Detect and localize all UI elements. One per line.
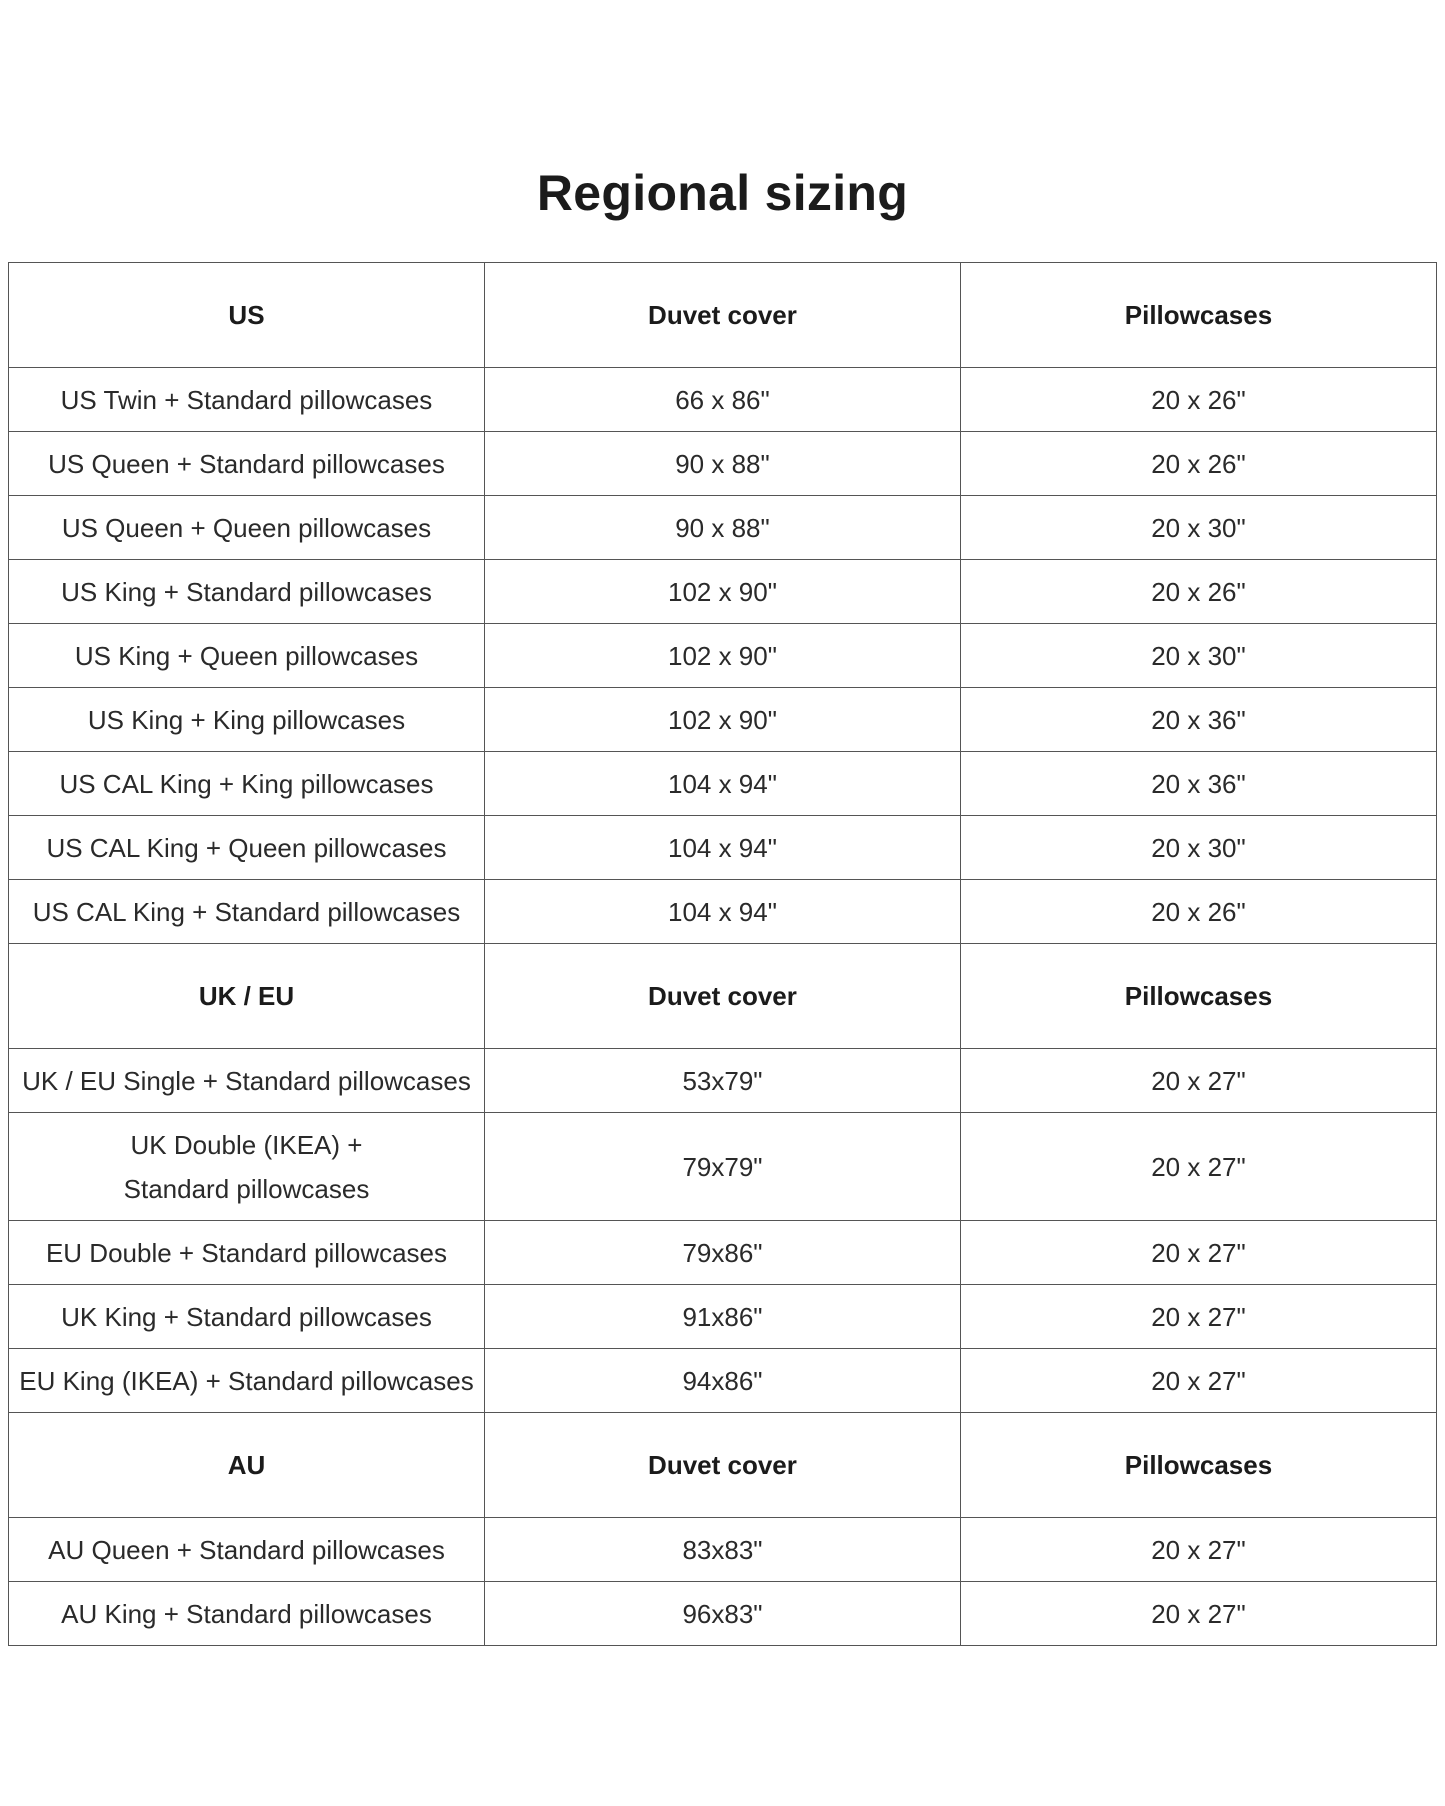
duvet-size: 96x83" — [484, 1582, 960, 1646]
header-region: AU — [9, 1413, 485, 1518]
table-row — [9, 560, 1437, 624]
header-pillowcases: Pillowcases — [960, 1413, 1436, 1518]
pillowcase-size: 20 x 27" — [960, 1113, 1436, 1221]
pillowcase-size: 20 x 27" — [960, 1518, 1436, 1582]
header-pillowcases: Pillowcases — [960, 263, 1436, 368]
pillowcase-size: 20 x 27" — [960, 1221, 1436, 1285]
duvet-size: 94x86" — [484, 1349, 960, 1413]
pillowcase-size: 20 x 27" — [960, 1285, 1436, 1349]
table-row — [9, 1221, 1437, 1285]
table-row — [9, 1349, 1437, 1413]
size-name: EU King (IKEA) + Standard pillowcases — [9, 1349, 485, 1413]
header-region: US — [9, 263, 485, 368]
size-name: US King + Standard pillowcases — [9, 560, 485, 624]
pillowcase-size: 20 x 30" — [960, 624, 1436, 688]
header-duvet-cover: Duvet cover — [484, 1413, 960, 1518]
pillowcase-size: 20 x 30" — [960, 496, 1436, 560]
header-duvet-cover: Duvet cover — [484, 263, 960, 368]
table-row — [9, 1285, 1437, 1349]
duvet-size: 104 x 94" — [484, 880, 960, 944]
size-name: US CAL King + King pillowcases — [9, 752, 485, 816]
pillowcase-size: 20 x 36" — [960, 688, 1436, 752]
page-title: Regional sizing — [536, 165, 909, 221]
duvet-size: 104 x 94" — [484, 816, 960, 880]
table-row — [9, 432, 1437, 496]
size-name: UK / EU Single + Standard pillowcases — [9, 1049, 485, 1113]
duvet-size: 102 x 90" — [484, 624, 960, 688]
size-name: US CAL King + Queen pillowcases — [9, 816, 485, 880]
table-row — [9, 752, 1437, 816]
duvet-size: 83x83" — [484, 1518, 960, 1582]
size-name: AU King + Standard pillowcases — [9, 1582, 485, 1646]
table-row — [9, 368, 1437, 432]
size-name: US Queen + Queen pillowcases — [9, 496, 485, 560]
pillowcase-size: 20 x 27" — [960, 1049, 1436, 1113]
table-row — [9, 496, 1437, 560]
pillowcase-size: 20 x 30" — [960, 816, 1436, 880]
pillowcase-size: 20 x 26" — [960, 880, 1436, 944]
pillowcase-size: 20 x 26" — [960, 368, 1436, 432]
pillowcase-size: 20 x 27" — [960, 1582, 1436, 1646]
duvet-size: 90 x 88" — [484, 432, 960, 496]
size-name: UK King + Standard pillowcases — [9, 1285, 485, 1349]
duvet-size: 66 x 86" — [484, 368, 960, 432]
size-name: EU Double + Standard pillowcases — [9, 1221, 485, 1285]
duvet-size: 104 x 94" — [484, 752, 960, 816]
pillowcase-size: 20 x 26" — [960, 432, 1436, 496]
size-name: US Queen + Standard pillowcases — [9, 432, 485, 496]
duvet-size: 53x79" — [484, 1049, 960, 1113]
table-row — [9, 624, 1437, 688]
duvet-size: 102 x 90" — [484, 688, 960, 752]
duvet-size: 79x86" — [484, 1221, 960, 1285]
table-row — [9, 688, 1437, 752]
table-row — [9, 816, 1437, 880]
section-header-us — [9, 263, 1437, 368]
section-header-au — [9, 1413, 1437, 1518]
pillowcase-size: 20 x 27" — [960, 1349, 1436, 1413]
size-name: UK Double (IKEA) + Standard pillowcases — [9, 1113, 485, 1221]
table-row — [9, 1582, 1437, 1646]
duvet-size: 102 x 90" — [484, 560, 960, 624]
regional-sizing-table — [8, 262, 1437, 1646]
header-pillowcases: Pillowcases — [960, 944, 1436, 1049]
pillowcase-size: 20 x 26" — [960, 560, 1436, 624]
table-row — [9, 1049, 1437, 1113]
table-row — [9, 1518, 1437, 1582]
table-row — [9, 880, 1437, 944]
size-name: US CAL King + Standard pillowcases — [9, 880, 485, 944]
table-row — [9, 1113, 1437, 1221]
header-region: UK / EU — [9, 944, 485, 1049]
size-name: US King + King pillowcases — [9, 688, 485, 752]
duvet-size: 79x79" — [484, 1113, 960, 1221]
section-header-uk-eu — [9, 944, 1437, 1049]
size-name: US Twin + Standard pillowcases — [9, 368, 485, 432]
header-duvet-cover: Duvet cover — [484, 944, 960, 1049]
size-name: US King + Queen pillowcases — [9, 624, 485, 688]
duvet-size: 90 x 88" — [484, 496, 960, 560]
duvet-size: 91x86" — [484, 1285, 960, 1349]
pillowcase-size: 20 x 36" — [960, 752, 1436, 816]
size-name: AU Queen + Standard pillowcases — [9, 1518, 485, 1582]
